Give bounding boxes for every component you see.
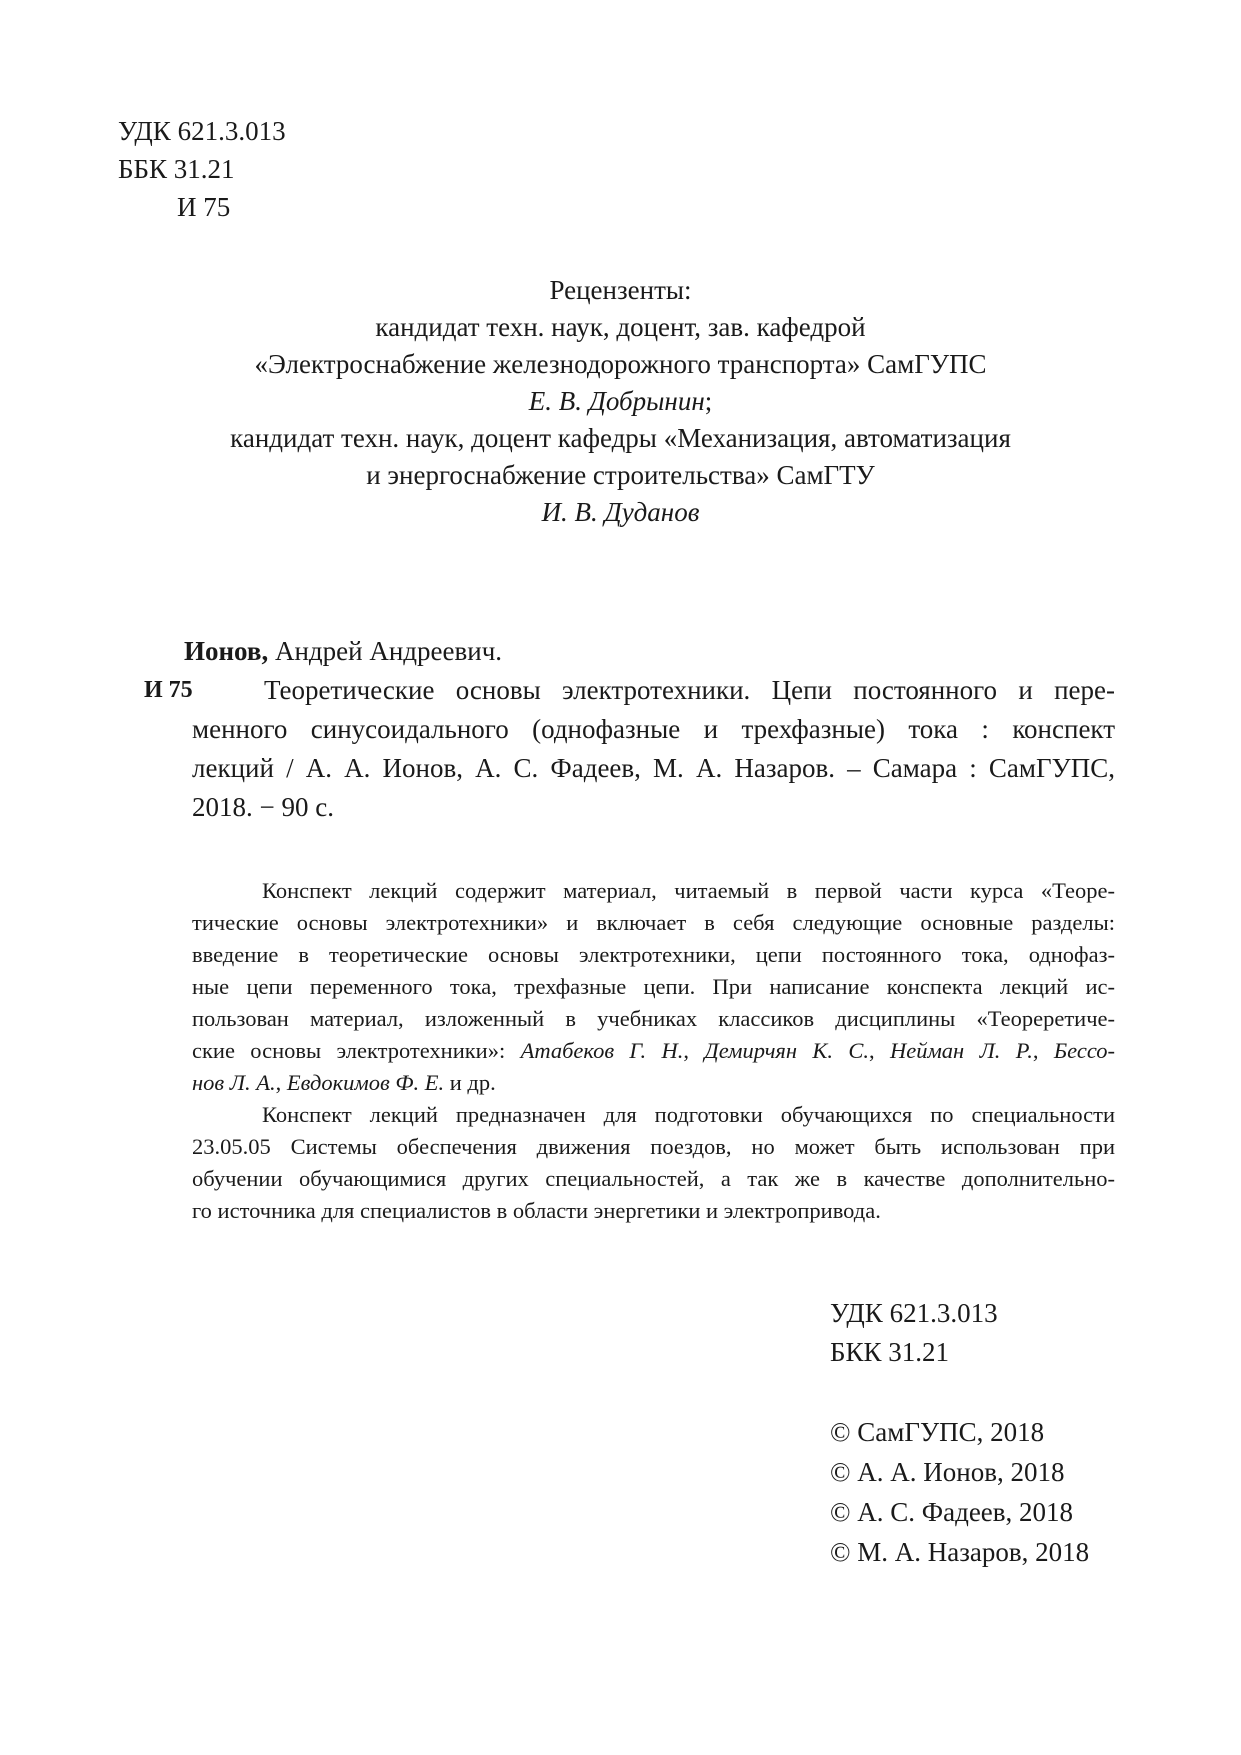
- reviewer-1-department: «Электроснабжение железнодорожного транспорта» СамГУПС: [254, 349, 987, 379]
- abstract-p1-line-5: пользован материал, изложенный в учебниках классиков дисциплины «Теореретиче-: [192, 1006, 1115, 1031]
- copyright-line: © М. А. Назаров, 2018: [830, 1537, 1090, 1567]
- entry-line-2: менного синусоидального (однофазные и трехфазные) тока : конспект: [192, 714, 1115, 744]
- reviewer-1-position: кандидат техн. наук, доцент, зав. кафедрой: [375, 312, 866, 342]
- abstract-p2-line-3: обучении обучающимися других специальностей, а так же в качестве дополнительно-: [192, 1166, 1115, 1191]
- bbk-code: ББК 31.21: [118, 154, 235, 184]
- entry-line-3: лекций / А. А. Ионов, А. С. Фадеев, М. А. Назаров. – Самара : СамГУПС,: [192, 753, 1115, 783]
- cited-author: Нейман Л. Р.: [889, 1038, 1033, 1063]
- cited-author: Евдокимов Ф. Е.: [286, 1070, 445, 1095]
- copyright-line: © А. А. Ионов, 2018: [830, 1457, 1065, 1487]
- abstract-p2-line-2: 23.05.05 Системы обеспечения движения поездов, но может быть использован при: [192, 1134, 1115, 1159]
- reviewer-2-name: И. В. Дуданов: [541, 497, 700, 527]
- abstract: [192, 875, 1115, 1227]
- abstract-p1-line-3: введение в теоретические основы электротехники, цепи постоянного тока, однофаз-: [192, 942, 1115, 967]
- reviewer-1-name-line: [0, 383, 1241, 420]
- author-sign: И 75: [177, 192, 231, 222]
- copyright-line: © СамГУПС, 2018: [830, 1417, 1045, 1447]
- copyrights: [830, 1412, 1089, 1572]
- reviewer-2-position: кандидат техн. наук, доцент кафедры «Механизация, автоматизация: [230, 423, 1011, 453]
- cited-author: нов Л. А.: [192, 1070, 276, 1095]
- abstract-p2-line-4: го источника для специалистов в области энергетики и электропривода.: [192, 1198, 881, 1223]
- entry-author-given: Андрей Андреевич.: [268, 636, 503, 666]
- entry-sign: И 75: [144, 677, 193, 703]
- abstract-p2-line-1: Конспект лекций предназначен для подготовки обучающихся по специальности: [262, 1102, 1115, 1127]
- abstract-p1-line-6-pre: ские основы электротехники»:: [192, 1038, 521, 1063]
- entry-description: [192, 671, 1115, 827]
- footer-codes: [830, 1294, 998, 1372]
- reviewer-1-name: Е. В. Добрынин: [528, 386, 705, 416]
- reviewer-1-suffix: ;: [704, 386, 713, 416]
- cited-author: Бессо-: [1053, 1038, 1116, 1063]
- abstract-p1-end: и др.: [444, 1070, 496, 1095]
- entry-line-4: 2018. − 90 с.: [192, 792, 334, 822]
- footer-udk: УДК 621.3.013: [830, 1298, 998, 1328]
- abstract-p1-line-2: тические основы электротехники» и включает в себя следующие основные разделы:: [192, 910, 1115, 935]
- abstract-p1-line-1: Конспект лекций содержит материал, читаемый в первой части курса «Теоре-: [262, 878, 1115, 903]
- entry-line-1: Теоретические основы электротехники. Цепи постоянного и пере-: [264, 675, 1115, 705]
- abstract-p1-line-7: нов Л. А., Евдокимов Ф. Е. и др.: [192, 1070, 496, 1095]
- abstract-p1-line-6: ские основы электротехники»: Атабеков Г. Н., Демирчян К. С., Нейман Л. Р., Бессо-: [192, 1038, 1116, 1063]
- entry-author: [184, 632, 502, 671]
- abstract-p1-line-4: ные цепи переменного тока, трехфазные цепи. При написание конспекта лекций ис-: [192, 974, 1115, 999]
- copyright-line: © А. С. Фадеев, 2018: [830, 1497, 1074, 1527]
- reviewer-2-department: и энергоснабжение строительства» СамГТУ: [366, 460, 875, 490]
- cited-author: Демирчян К. С.: [704, 1038, 869, 1063]
- reviewers-title: Рецензенты:: [549, 275, 692, 305]
- reviewers-block: [0, 272, 1241, 531]
- cited-author: Атабеков Г. Н.: [520, 1038, 684, 1063]
- footer-bbk: БКК 31.21: [830, 1337, 950, 1367]
- udk-code: УДК 621.3.013: [118, 116, 286, 146]
- entry-author-surname: Ионов,: [184, 636, 269, 666]
